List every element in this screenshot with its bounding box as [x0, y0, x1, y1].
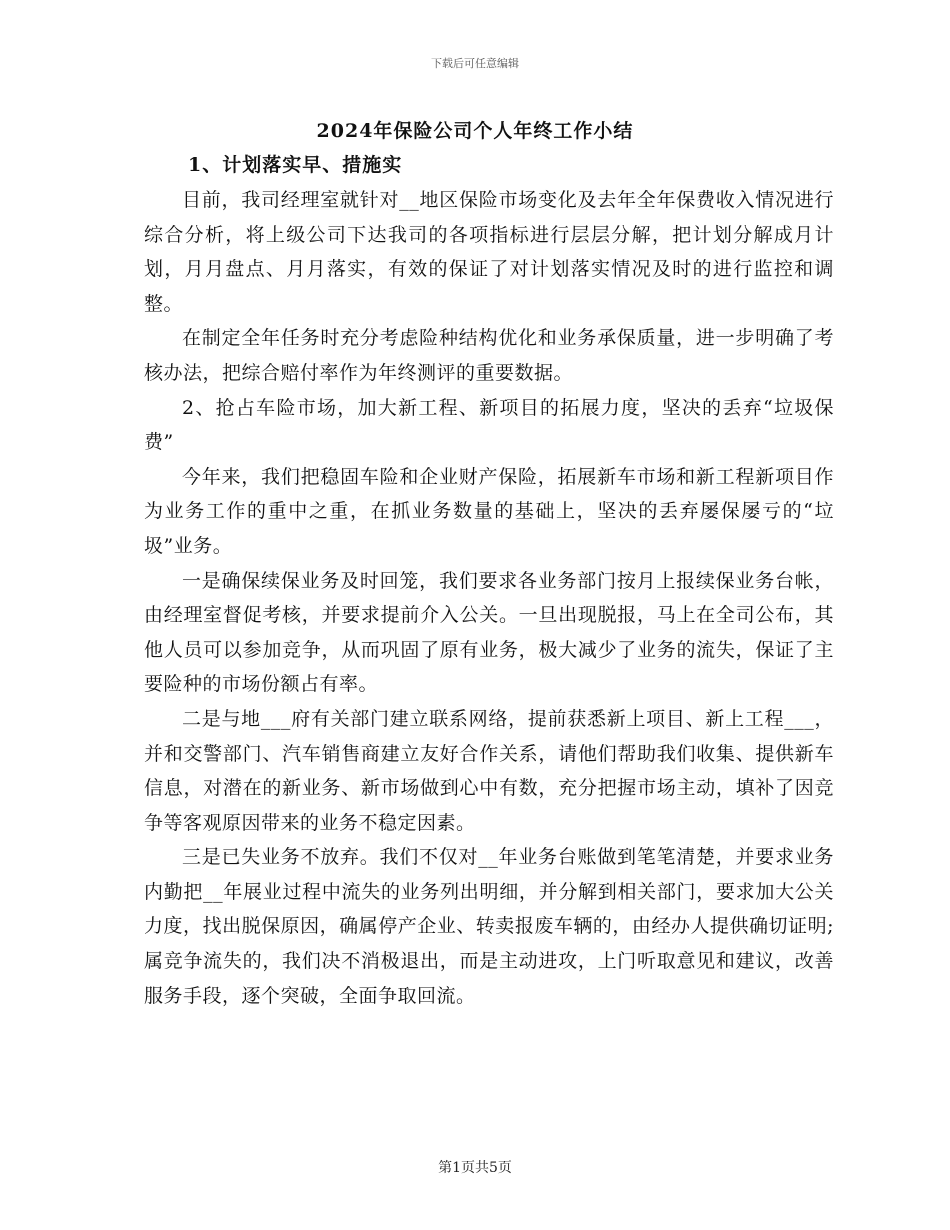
page-number: 第1页共5页: [438, 1160, 512, 1176]
paragraph: 目前，我司经理室就针对__地区保险市场变化及去年全年保费收入情况进行综合分析，将上级公司下达我司的各项指标进行层层分解，把计划分解成月计划，月月盘点、月月落实，有效的保证了对计划落实情况及时的进行监控和调整。: [144, 189, 834, 315]
paragraph: 在制定全年任务时充分考虑险种结构优化和业务承保质量，进一步明确了考核办法，把综合赔付率作为年终测评的重要数据。: [144, 327, 834, 384]
section-heading: 1、计划落实早、措施实: [188, 154, 403, 176]
paragraph: 今年来，我们把稳固车险和企业财产保险，拓展新车市场和新工程新项目作为业务工作的重中之重，在抓业务数量的基础上，坚决的丢弃屡保屡亏的“垃圾”业务。: [144, 465, 834, 557]
paragraph: 一是确保续保业务及时回笼，我们要求各业务部门按月上报续保业务台帐，由经理室督促考核，并要求提前介入公关。一旦出现脱报，马上在全司公布，其他人员可以参加竞争，从而巩固了原有业务，极大减少了业务的流失，保证了主要险种的市场份额占有率。: [144, 569, 834, 696]
paragraph: 三是已失业务不放弃。我们不仅对__年业务台账做到笔笔清楚，并要求业务内勤把__年展业过程中流失的业务列出明细，并分解到相关部门，要求加大公关力度，找出脱保原因，确属停产企业、转卖报废车辆的，由经办人提供确切证明;属竞争流失的，我们决不消极退出，而是主动进攻，上门听取意见和建议，改善服务手段，逐个突破，全面争取回流。: [144, 846, 834, 1007]
document-body: [144, 183, 834, 1013]
document-title: 2024年保险公司个人年终工作小结: [316, 120, 634, 142]
download-note: 下载后可任意编辑: [431, 57, 519, 70]
subsection-heading: 2、抢占车险市场，加大新工程、新项目的拓展力度，坚决的丢弃“垃圾保费”: [144, 396, 834, 454]
paragraph: 二是与地___府有关部门建立联系网络，提前获悉新上项目、新上工程___，并和交警部门、汽车销售商建立友好合作关系，请他们帮助我们收集、提供新车信息，对潜在的新业务、新市场做到心中有数，充分把握市场主动，填补了因竞争等客观原因带来的业务不稳定因素。: [144, 707, 834, 834]
